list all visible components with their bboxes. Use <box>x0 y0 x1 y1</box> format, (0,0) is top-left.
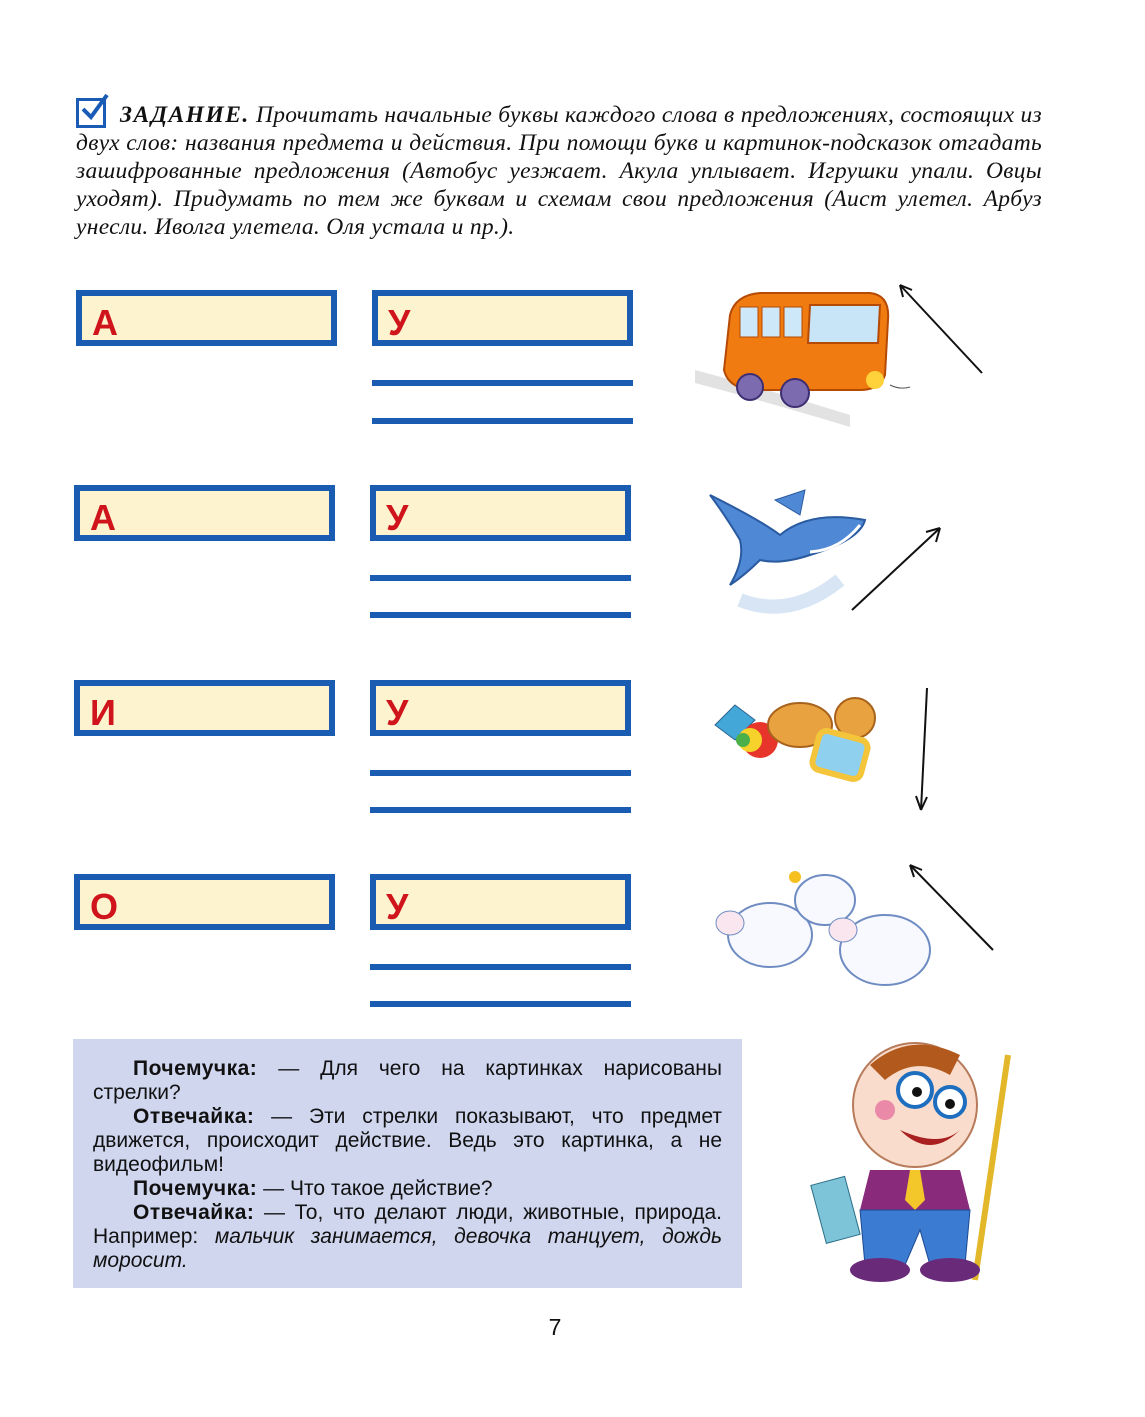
subject-letter-4: О <box>90 886 119 927</box>
sheep-illustration <box>705 855 1000 1005</box>
answer-line-1b <box>372 418 633 424</box>
subject-letter-2: А <box>90 497 116 538</box>
action-letter-2: У <box>386 497 409 538</box>
action-box-1 <box>372 290 633 346</box>
dialog-example: мальчик занимается, девочка танцует, дождь моросит. <box>93 1225 722 1272</box>
shark-illustration <box>700 480 960 630</box>
dialog-text-1: — Для чего на картинках нарисованы стрелки? <box>93 1057 722 1104</box>
boy-character-illustration <box>800 1030 1030 1290</box>
subject-letter-3: И <box>90 692 116 733</box>
toys-illustration <box>705 680 955 820</box>
action-letter-3: У <box>386 692 409 733</box>
page-number: 7 <box>548 1314 562 1340</box>
speaker-otvechaika: Отвечайка: <box>133 1105 255 1128</box>
dialog-line-3 <box>93 1177 722 1201</box>
task-paragraph <box>76 98 1042 241</box>
subject-box-3 <box>74 680 335 736</box>
subject-box-1 <box>76 290 337 346</box>
task-title: ЗАДАНИЕ. <box>120 102 250 128</box>
dialog-line-4 <box>93 1201 722 1273</box>
answer-line-1a <box>372 380 633 386</box>
arrow-down-icon <box>921 688 927 810</box>
action-box-4 <box>370 874 631 930</box>
action-box-3 <box>370 680 631 736</box>
subject-box-2 <box>74 485 335 541</box>
arrow-up-right-icon <box>852 528 940 610</box>
dialog-text-3: — Что такое действие? <box>257 1177 493 1200</box>
action-box-2 <box>370 485 631 541</box>
dialog-box <box>73 1039 742 1288</box>
dialog-line-1 <box>93 1057 722 1105</box>
arrow-up-left-icon <box>900 285 982 373</box>
dialog-line-2 <box>93 1105 722 1177</box>
answer-line-4a <box>370 964 631 970</box>
subject-letter-1: А <box>92 302 118 343</box>
answer-line-3a <box>370 770 631 776</box>
speaker-pochemuchka: Почемучка: <box>133 1057 258 1080</box>
answer-line-2a <box>370 575 631 581</box>
checkbox-icon <box>76 98 106 128</box>
subject-box-4 <box>74 874 335 930</box>
answer-line-2b <box>370 612 631 618</box>
speaker-pochemuchka-2: Почемучка: <box>133 1177 258 1200</box>
answer-line-3b <box>370 807 631 813</box>
speaker-otvechaika-2: Отвечайка: <box>133 1201 255 1224</box>
action-letter-1: У <box>388 302 411 343</box>
answer-line-4b <box>370 1001 631 1007</box>
task-text: Прочитать начальные буквы каждого слова в предложениях, состоящих из двух слов: названия предмета и действия. При помощи букв и картинок-подсказок отгадать зашифрованные предложения (Автобус уезжает. Акула уплывает. Игрушки упали. Овцы уходят). Придумать по тем же буквам и схемам свои предложения (Аист улетел. Арбуз унесли. Иволга улетела. Оля устала и пр.). <box>76 102 1042 240</box>
bus-illustration <box>690 275 1000 435</box>
action-letter-4: У <box>386 886 409 927</box>
dialog-text-4: — То, что делают люди, животные, природа. Например: <box>93 1201 722 1248</box>
dialog-text-2: — Эти стрелки показывают, что предмет движется, происходит действие. Ведь это картинка, а не видеофильм! <box>93 1105 722 1176</box>
